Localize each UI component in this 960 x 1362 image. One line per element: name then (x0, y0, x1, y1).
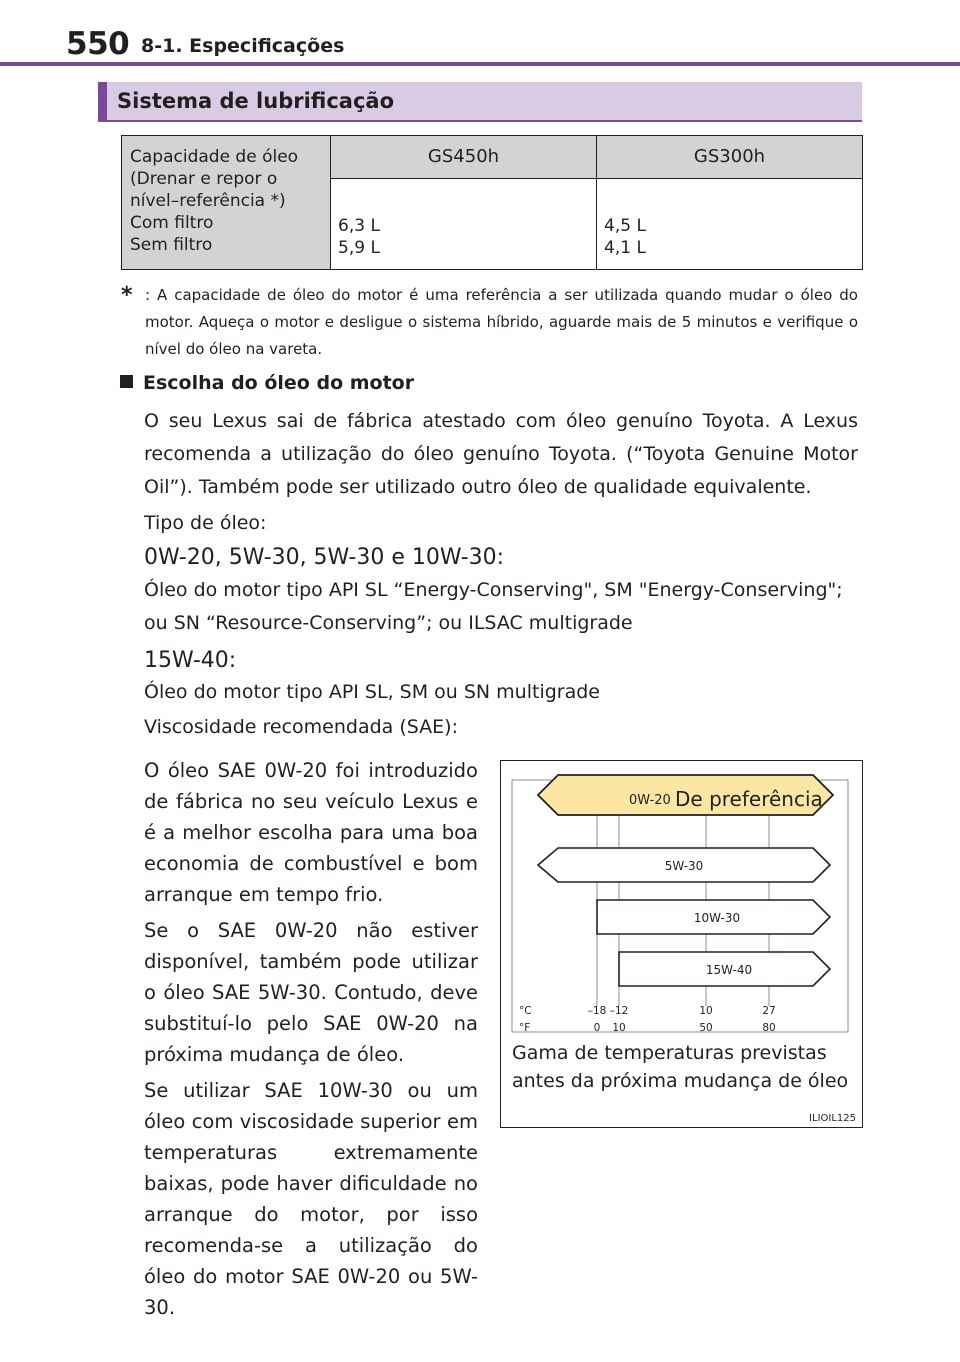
footnote-text: : A capacidade de óleo do motor é uma referência a ser utilizada quando mudar o óleo do motor. Aqueça o motor e desligue o sistema híbrido, aguarde mais de 5 minutos e verifique o nível do óleo na vareta. (145, 286, 858, 358)
grade-label-5w-30: 5W-30 (664, 859, 704, 873)
header-rule (0, 62, 960, 66)
section-title: 8-1. Especificações (141, 35, 345, 57)
figure-caption: Gama de temperaturas previstas antes da próxima mudança de óleo (512, 1042, 849, 1092)
celsius-tick: –12 (609, 1005, 629, 1017)
celsius-tick: 27 (762, 1005, 776, 1017)
table-row (122, 136, 863, 179)
viscosity-paragraph-1: O óleo SAE 0W-20 foi introduzido de fábrica no seu veículo Lexus e é a melhor escolha para uma boa economia de combustível e bom arranque em tempo frio. (144, 759, 478, 906)
table-label-cell (122, 136, 331, 270)
celsius-tick: –18 (587, 1005, 607, 1017)
section-band (98, 82, 862, 122)
oil-type-label: Tipo de óleo: (144, 512, 267, 534)
celsius-unit: °C (519, 1005, 532, 1017)
footnote-mark: * (121, 283, 133, 308)
fahrenheit-tick: 50 (699, 1022, 713, 1034)
label-line: Com filtro (130, 213, 214, 233)
label-line: nível–referência *) (130, 191, 286, 211)
intro-paragraph: O seu Lexus sai de fábrica atestado com óleo genuíno Toyota. A Lexus recomenda a utilização do óleo genuíno Toyota. (“Toyota Genuine Motor Oil”). Também pode ser utilizado outro óleo de qualidade equivalente. (144, 410, 858, 498)
grade-label-0w-20: 0W-20 (629, 793, 671, 808)
preferred-label: De preferência (675, 787, 823, 811)
column-header-gs450h: GS450h (331, 136, 597, 179)
celsius-tick: 10 (699, 1005, 713, 1017)
fahrenheit-tick: 80 (762, 1022, 776, 1034)
band-title: Sistema de lubrificação (117, 89, 395, 113)
fahrenheit-tick: 0 (593, 1022, 601, 1034)
sub-heading-text: Escolha do óleo do motor (143, 372, 415, 394)
label-line: Capacidade de óleo (130, 147, 299, 167)
value-with-filter: 6,3 L (338, 216, 380, 236)
grade-label-10w-30: 10W-30 (693, 911, 741, 925)
value-without-filter: 5,9 L (338, 238, 380, 258)
value-with-filter: 4,5 L (604, 216, 646, 236)
viscosity-label: Viscosidade recomendada (SAE): (144, 716, 458, 738)
fahrenheit-tick: 10 (612, 1022, 626, 1034)
sub-heading (120, 372, 414, 394)
label-line: (Drenar e repor o (130, 169, 278, 189)
label-line: Sem filtro (130, 235, 213, 255)
figure-id: ILIOIL125 (809, 1113, 856, 1124)
footnote (121, 282, 858, 363)
grade-label-15w-40: 15W-40 (705, 963, 753, 977)
viscosity-paragraph-2: Se o SAE 0W-20 não estiver disponível, também pode utilizar o óleo SAE 5W-30. Contudo, deve substituí-lo pelo SAE 0W-20 na próxima mudança de óleo. (144, 919, 478, 1066)
gs450h-values (331, 179, 597, 270)
page-number: 550 (66, 26, 130, 62)
column-header-gs300h: GS300h (597, 136, 863, 179)
grade-group-2-text: Óleo do motor tipo API SL, SM ou SN multigrade (144, 681, 600, 703)
value-without-filter: 4,1 L (604, 238, 646, 258)
fahrenheit-unit: °F (519, 1022, 531, 1034)
square-bullet-icon (120, 375, 133, 388)
grade-group-1-title: 0W-20, 5W-30, 5W-30 e 10W-30: (144, 545, 505, 570)
oil-capacity-table (121, 135, 863, 270)
grade-group-1-text: Óleo do motor tipo API SL “Energy-Conserving", SM "Energy-Conserving"; ou SN “Resource-Conserving”; ou ILSAC multigrade (144, 579, 843, 634)
gs300h-values (597, 179, 863, 270)
viscosity-paragraph-3: Se utilizar SAE 10W-30 ou um óleo com viscosidade superior em temperaturas extremamente baixas, pode haver dificuldade no arranque do motor, por isso recomenda-se a utilização do óleo do motor SAE 0W-20 ou 5W-30. (144, 1079, 478, 1319)
viscosity-figure (500, 760, 863, 1128)
grade-group-2-title: 15W-40: (144, 648, 237, 673)
